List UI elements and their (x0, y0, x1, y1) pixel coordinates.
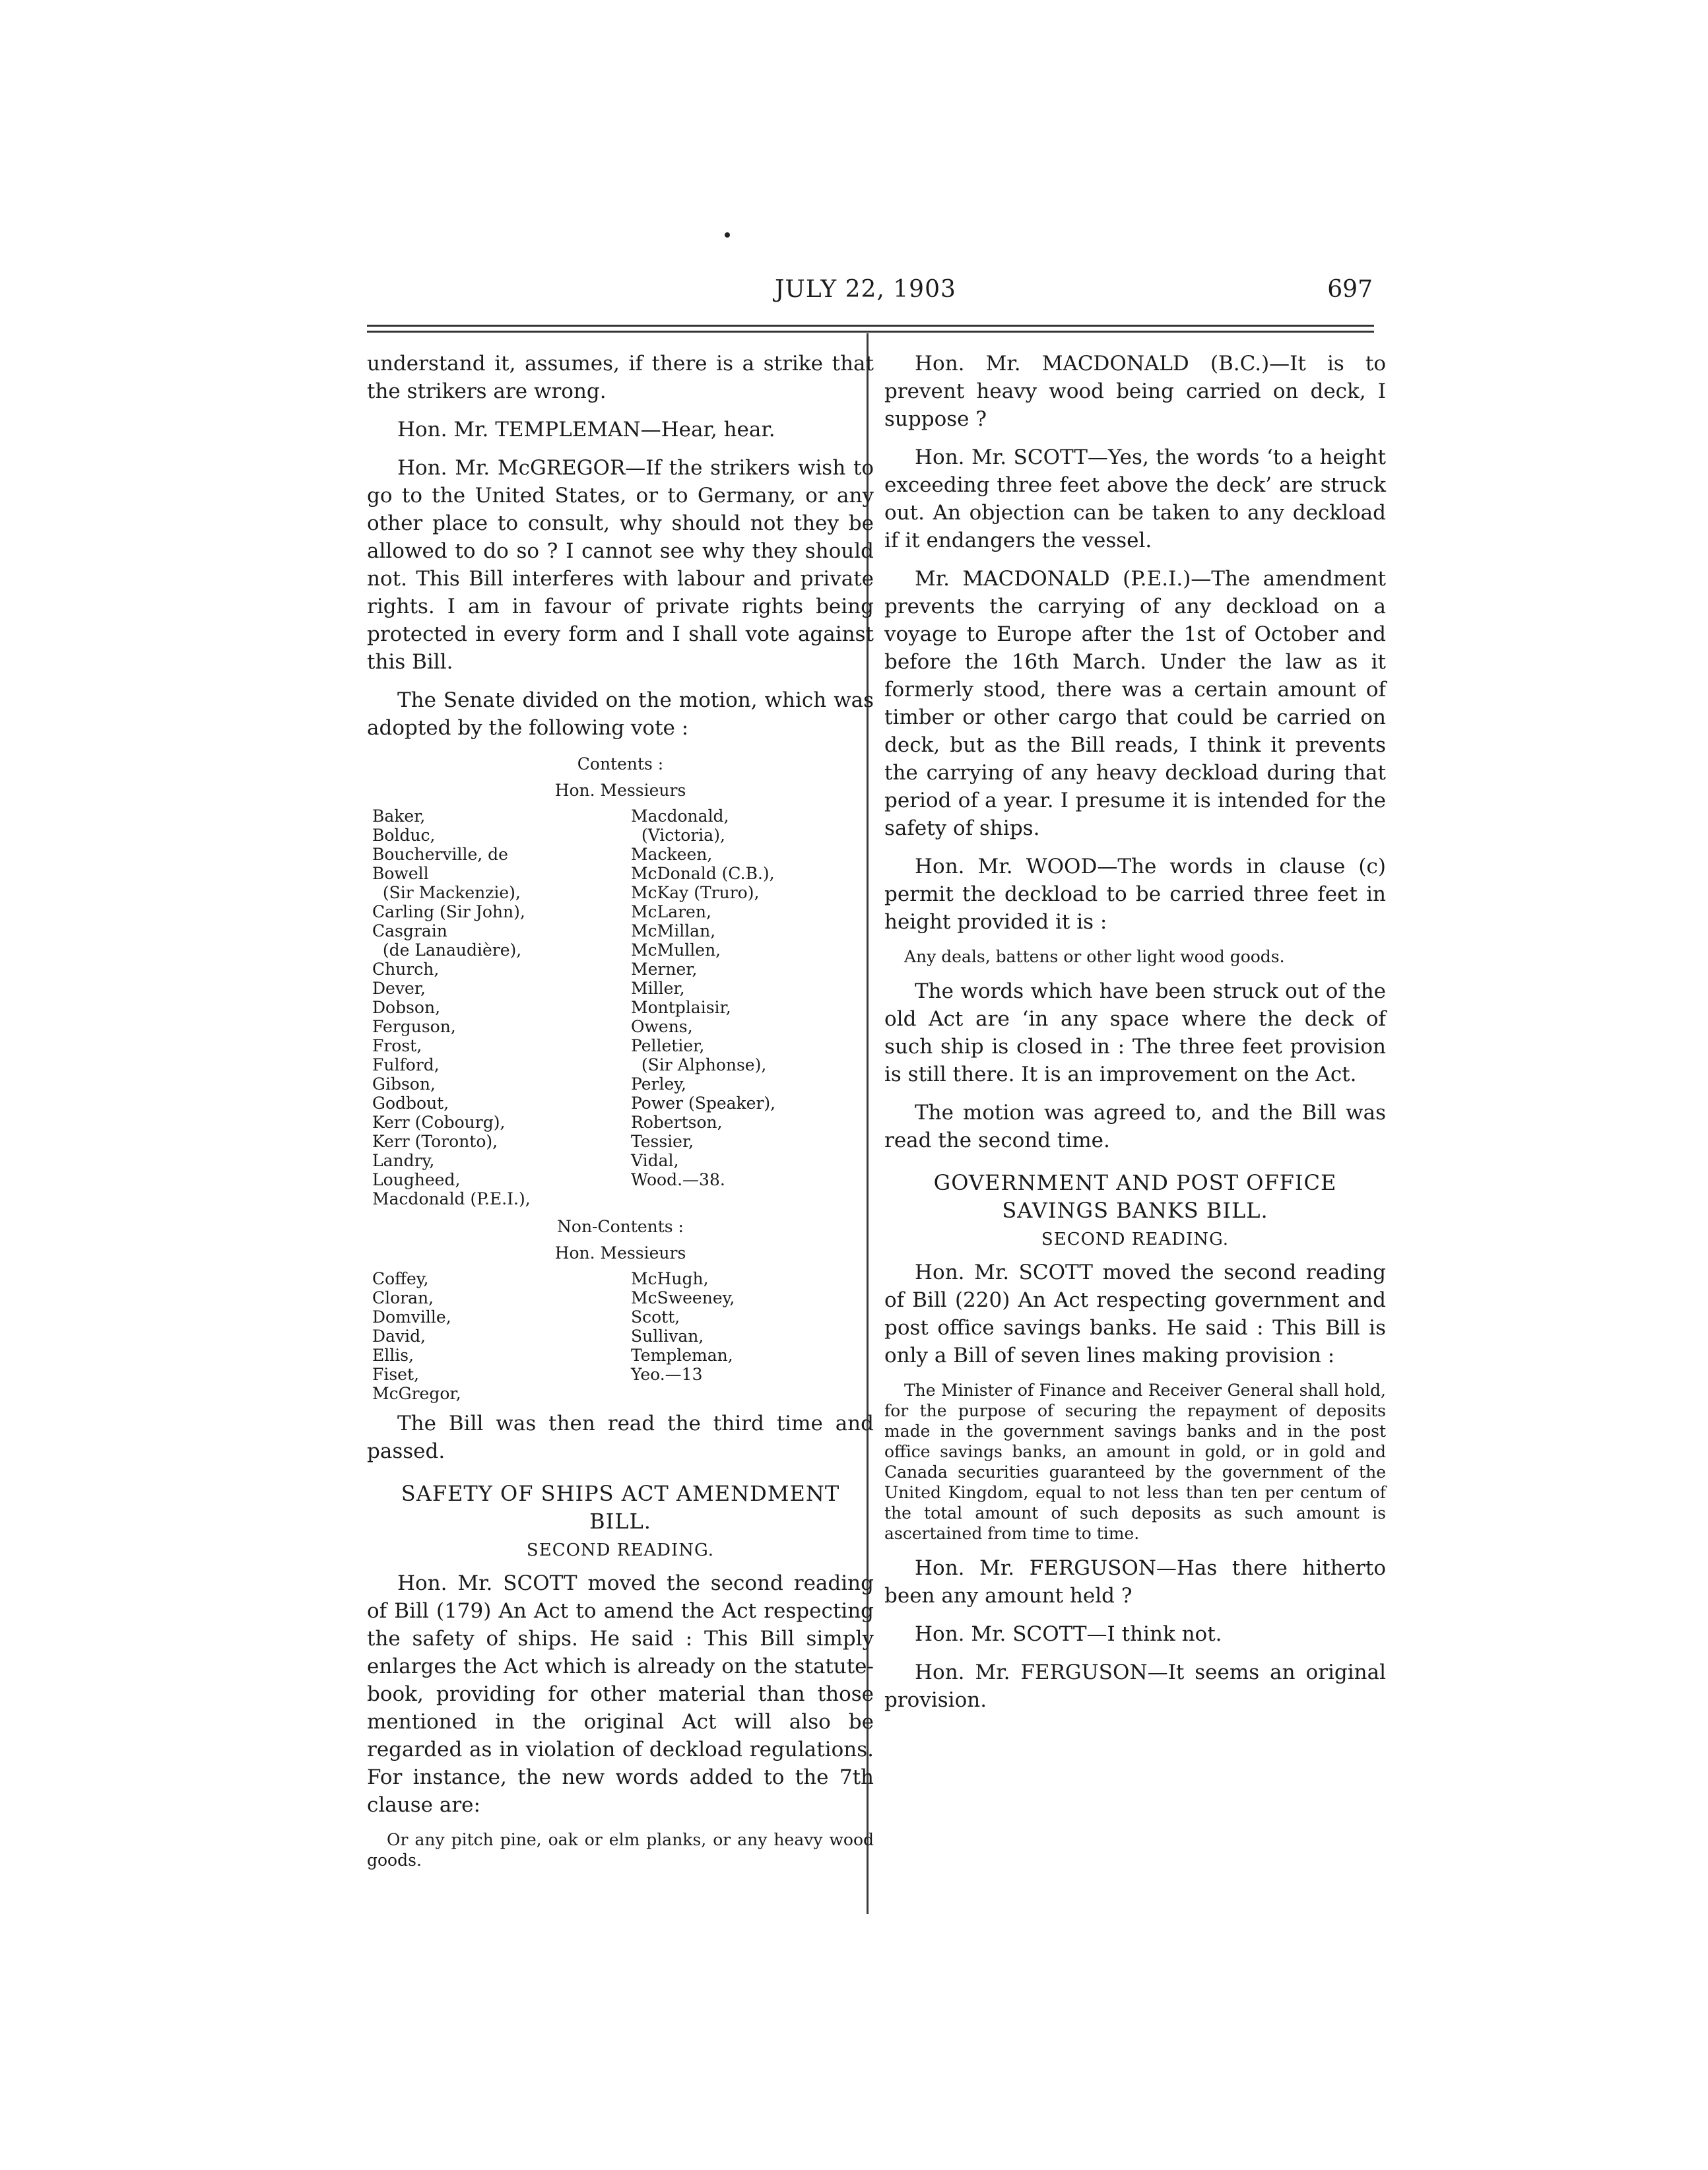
member-name: Macdonald (P.E.I.), (372, 1189, 531, 1208)
paragraph: Hon. Mr. SCOTT moved the second reading of Bill (179) An Act to amend the Act respecting the safety of ships. He said : This Bill simply enlarges the Act which is already on the statute-book, providing for other material than those mentioned in the original Act will also be regarded as in violation of deckload regulations. For instance, the new words added to the 7th clause are: (367, 1571, 874, 1817)
paragraph: Hon. Mr. SCOTT moved the second reading of Bill (220) An Act respecting government and post office savings banks. He said : This Bill is only a Bill of seven lines making provision : (884, 1261, 1386, 1367)
member-name: Vidal, (631, 1151, 679, 1170)
section-heading: SAFETY OF SHIPS ACT AMENDMENT BILL. (401, 1481, 840, 1534)
member-name: Pelletier, (631, 1036, 705, 1055)
member-name: Domville, (372, 1307, 451, 1327)
member-name: McMillan, (631, 921, 716, 940)
messieurs-label: Hon. Messieurs (554, 1243, 686, 1263)
member-name: Dobson, (372, 998, 441, 1017)
member-name: McSweeney, (631, 1288, 735, 1307)
paragraph: Mr. MACDONALD (P.E.I.)—The amendment prevents the carrying of any deckload on a voyage to Europe after the 1st of October and before the 16th March. Under the law as it formerly stood, there was a certain amount of timber or other cargo that could be carried on deck, but as the Bill reads, I think it prevents the carrying of any heavy deckload during that period of a year. I presume it is intended for the safety of ships. (884, 567, 1386, 840)
member-name: McDonald (C.B.), (631, 864, 775, 883)
member-name: Montplaisir, (631, 998, 731, 1017)
member-name: Owens, (631, 1017, 693, 1036)
member-name: McGregor, (372, 1384, 461, 1403)
member-name: Ferguson, (372, 1017, 456, 1036)
paragraph: The motion was agreed to, and the Bill was read the second time. (884, 1101, 1386, 1152)
right-column (884, 350, 1386, 1725)
ink-speck (725, 232, 730, 238)
member-name: Kerr (Toronto), (372, 1132, 498, 1151)
noncontents-column-2 (631, 1269, 869, 1403)
paragraph: Hon. Mr. MACDONALD (B.C.)—It is to prevent heavy wood being carried on deck, I suppose ? (884, 352, 1386, 431)
paragraph: understand it, assumes, if there is a strike that the strikers are wrong. (367, 352, 874, 403)
paragraph: Hon. Mr. WOOD—The words in clause (c) permit the deckload to be carried three feet in height provided it is : (884, 855, 1386, 934)
member-name: Scott, (631, 1307, 680, 1327)
paragraph: Hon. Mr. SCOTT—I think not. (915, 1622, 1222, 1646)
member-name: Mackeen, (631, 845, 713, 864)
paragraph: Hon. Mr. TEMPLEMAN—Hear, hear. (397, 418, 775, 442)
member-name: Gibson, (372, 1074, 436, 1094)
member-name: Macdonald, (631, 806, 729, 826)
member-name: (Sir Mackenzie), (372, 883, 521, 902)
noncontents-list (367, 1269, 874, 1403)
member-name: Fiset, (372, 1365, 419, 1384)
member-name: Cloran, (372, 1288, 434, 1307)
paragraph: The Senate divided on the motion, which was adopted by the following vote : (367, 688, 874, 740)
paragraph: Hon. Mr. McGREGOR—If the strikers wish to go to the United States, or to Germany, or any other place to consult, why should not they be allowed to do so ? I cannot see why they should not. This Bill interferes with labour and private rights. I am in favour of private rights being protected in every form and I shall vote against this Bill. (367, 456, 874, 674)
member-name: McLaren, (631, 902, 711, 921)
member-name: Kerr (Cobourg), (372, 1113, 506, 1132)
member-name: Bowell (372, 864, 429, 883)
paragraph: The words which have been struck out of the old Act are ‘in any space where the deck of such ship is closed in : The three feet provision is still there. It is an improvement on the Act. (884, 979, 1386, 1086)
member-name: Tessier, (631, 1132, 694, 1151)
member-name: Miller, (631, 979, 685, 998)
paragraph: Hon. Mr. FERGUSON—Has there hitherto been any amount held ? (884, 1556, 1386, 1608)
member-name: Casgrain (372, 921, 447, 940)
member-name: (de Lanaudière), (372, 940, 522, 960)
member-name: Ellis, (372, 1346, 414, 1365)
section-subheading: SECOND READING. (526, 1540, 715, 1560)
section-subheading: SECOND READING. (1041, 1230, 1230, 1249)
member-name: Robertson, (631, 1113, 723, 1132)
contents-column-1 (367, 806, 631, 1208)
member-name: David, (372, 1327, 426, 1346)
member-name: Dever, (372, 979, 426, 998)
member-name: Bolduc, (372, 826, 436, 845)
member-name: Templeman, (631, 1346, 733, 1365)
member-name: Lougheed, (372, 1170, 461, 1189)
member-name: Church, (372, 960, 440, 979)
member-name: Baker, (372, 806, 426, 826)
member-name: Carling (Sir John), (372, 902, 525, 921)
contents-label: Contents : (577, 754, 664, 773)
member-name: Yeo.—13 (631, 1365, 703, 1384)
member-name: Fulford, (372, 1055, 440, 1074)
messieurs-label: Hon. Messieurs (554, 781, 686, 800)
member-name: Perley, (631, 1074, 686, 1094)
section-heading: GOVERNMENT AND POST OFFICE SAVINGS BANKS BILL. (933, 1170, 1337, 1223)
member-name: (Victoria), (631, 826, 725, 845)
contents-column-2 (631, 806, 869, 1208)
page-number: 697 (1327, 276, 1373, 303)
member-name: Frost, (372, 1036, 422, 1055)
member-name: Power (Speaker), (631, 1094, 776, 1113)
noncontents-column-1 (367, 1269, 631, 1403)
member-name: McMullen, (631, 940, 721, 960)
quoted-text: The Minister of Finance and Receiver General shall hold, for the purpose of securing the repayment of deposits made in the government savings banks and in the post office savings banks, an amount in gold, or in gold and Canada securities guaranteed by the government of the United Kingdom, equal to not less than ten per centum of the total amount of such deposits as such amount is ascertained from time to time. (884, 1381, 1386, 1543)
noncontents-label: Non-Contents : (557, 1217, 684, 1236)
quoted-text: Or any pitch pine, oak or elm planks, or any heavy wood goods. (367, 1830, 874, 1870)
paragraph: Hon. Mr. SCOTT—Yes, the words ‘to a height exceeding three feet above the deck’ are struck out. An objection can be taken to any deckload if it endangers the vessel. (884, 445, 1386, 552)
member-name: Landry, (372, 1151, 435, 1170)
member-name: Coffey, (372, 1269, 429, 1288)
member-name: Sullivan, (631, 1327, 704, 1346)
paragraph: Hon. Mr. FERGUSON—It seems an original provision. (884, 1660, 1386, 1712)
member-name: Godbout, (372, 1094, 449, 1113)
member-name: (Sir Alphonse), (631, 1055, 767, 1074)
header-rule (367, 325, 1374, 337)
paragraph: The Bill was then read the third time and passed. (367, 1412, 874, 1463)
header-date: JULY 22, 1903 (775, 276, 956, 303)
member-name: McKay (Truro), (631, 883, 760, 902)
left-column (367, 350, 874, 1881)
contents-list (367, 806, 874, 1208)
member-name: Merner, (631, 960, 698, 979)
member-name: Wood.—38. (631, 1170, 725, 1189)
quoted-text: Any deals, battens or other light wood goods. (904, 947, 1285, 966)
member-name: Boucherville, de (372, 845, 508, 864)
member-name: McHugh, (631, 1269, 709, 1288)
page-header (726, 276, 1373, 309)
